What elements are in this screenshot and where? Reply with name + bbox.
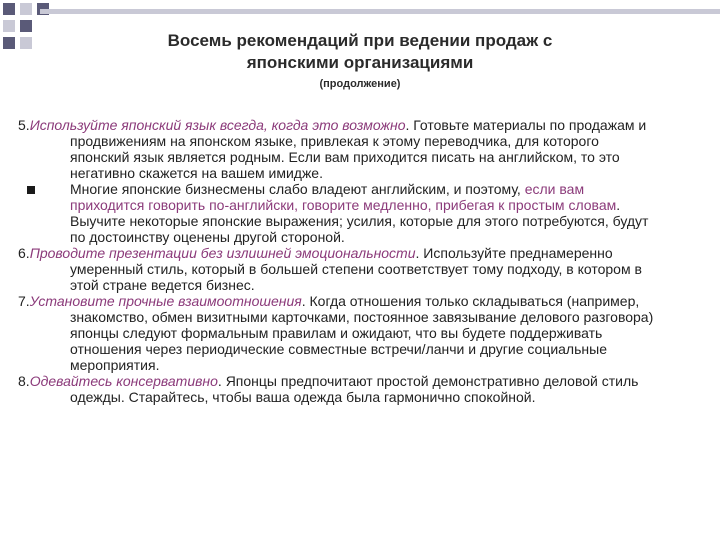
deco-square [20,37,32,49]
corner-decoration [0,0,60,50]
item-number: 6. [18,245,30,261]
item-text: . Используйте преднамеренно умеренный стиль, который в большей степени соответствует тому подходу, в котором в этой стране ведется бизнес. [70,245,642,293]
deco-square [3,20,15,32]
deco-square [3,37,15,49]
bullet-highlight: если вам приходится говорить по-английски, говорите медленно, прибегая к простым словам [70,181,617,213]
item-number: 8. [18,373,30,389]
deco-square [3,3,15,15]
list-item [18,117,658,181]
deco-square [20,20,32,32]
item-number: 5. [18,117,30,133]
item-text: . Готовьте материалы по продажам и продвижениям на японском языке, привлекая к этому переводчика, для которого японский язык является родным. Если вам приходится писать на английском, то это негативно скажется на вашем имидже. [70,117,647,181]
header-rule [40,9,720,14]
deco-square [20,3,32,15]
list-item [18,245,658,293]
item-text: . Когда отношения только складываться (например, знакомство, обмен визитными карточками, постоянное завязывание делового разговора) японцы следуют формальным правилам и ожидают, что вы будете поддерживать отношения через периодические совместные встречи/ланчи и другие социальные мероприятия. [70,293,654,373]
title-line-1: Восемь рекомендаций при ведении продаж с [167,31,553,50]
slide-title [80,30,640,74]
list-item [18,293,658,373]
slide-subtitle: (продолжение) [319,78,401,90]
item-emphasis: Одевайтесь консервативно [29,373,218,389]
list-item [18,373,658,405]
item-number: 7. [18,293,30,309]
title-line-2: японскими организациями [246,53,474,72]
square-bullet-icon [27,186,35,194]
bullet-text-pre: Многие японские бизнесмены слабо владеют английским, и поэтому, [70,181,525,197]
slide-body [18,117,658,405]
item-emphasis: Проводите презентации без излишней эмоциональности [29,245,416,261]
bullet-item [18,181,658,245]
item-emphasis: Используйте японский язык всегда, когда это возможно [29,117,406,133]
item-emphasis: Установите прочные взаимоотношения [29,293,302,309]
bullet-text-post: . Выучите некоторые японские выражения; усилия, которые для этого потребуются, будут по достоинству оценены другой стороной. [70,197,649,245]
item-text: . Японцы предпочитают простой демонстративно деловой стиль одежды. Старайтесь, чтобы ваша одежда была гармонично спокойной. [70,373,639,405]
